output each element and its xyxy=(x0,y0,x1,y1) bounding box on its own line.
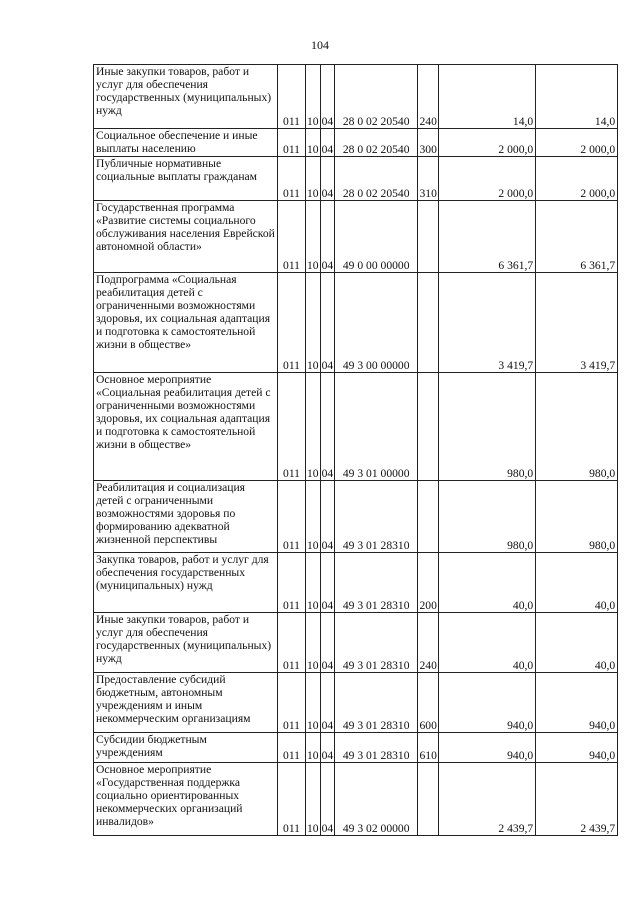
sum-year-2: 6 361,7 xyxy=(536,201,618,273)
ministry-code: 011 xyxy=(278,673,306,733)
subsection-code: 04 xyxy=(320,553,335,613)
table-row xyxy=(94,763,618,836)
table-row xyxy=(94,201,618,273)
target-article-code: 49 3 01 28310 xyxy=(335,553,418,613)
row-name: Государственная программа «Развитие системы социального обслуживания населения Еврейской автономной области» xyxy=(94,201,278,273)
row-name: Предоставление субсидий бюджетным, автономным учреждениям и иным некоммерческим организациям xyxy=(94,673,278,733)
sum-year-1: 40,0 xyxy=(439,553,536,613)
target-article-code: 28 0 02 20540 xyxy=(335,129,418,157)
target-article-code: 49 3 01 28310 xyxy=(335,673,418,733)
table-row xyxy=(94,673,618,733)
expense-type-code: 200 xyxy=(418,553,439,613)
expense-type-code: 240 xyxy=(418,613,439,673)
table-row xyxy=(94,373,618,481)
row-name: Публичные нормативные социальные выплаты гражданам xyxy=(94,157,278,201)
sum-year-2: 940,0 xyxy=(536,733,618,763)
sum-year-1: 980,0 xyxy=(439,481,536,553)
ministry-code: 011 xyxy=(278,553,306,613)
expense-type-code xyxy=(418,763,439,836)
sum-year-1: 980,0 xyxy=(439,373,536,481)
table-row xyxy=(94,613,618,673)
expense-type-code: 240 xyxy=(418,65,439,129)
target-article-code: 49 3 01 28310 xyxy=(335,481,418,553)
sum-year-2: 980,0 xyxy=(536,481,618,553)
table-row xyxy=(94,157,618,201)
expense-type-code: 610 xyxy=(418,733,439,763)
section-code: 10 xyxy=(306,373,321,481)
section-code: 10 xyxy=(306,673,321,733)
section-code: 10 xyxy=(306,763,321,836)
row-name: Социальное обеспечение и иные выплаты населению xyxy=(94,129,278,157)
subsection-code: 04 xyxy=(320,481,335,553)
sum-year-2: 40,0 xyxy=(536,613,618,673)
ministry-code: 011 xyxy=(278,129,306,157)
ministry-code: 011 xyxy=(278,763,306,836)
ministry-code: 011 xyxy=(278,65,306,129)
section-code: 10 xyxy=(306,273,321,373)
ministry-code: 011 xyxy=(278,157,306,201)
subsection-code: 04 xyxy=(320,157,335,201)
sum-year-2: 940,0 xyxy=(536,673,618,733)
section-code: 10 xyxy=(306,613,321,673)
ministry-code: 011 xyxy=(278,613,306,673)
sum-year-1: 6 361,7 xyxy=(439,201,536,273)
sum-year-2: 2 439,7 xyxy=(536,763,618,836)
target-article-code: 49 3 00 00000 xyxy=(335,273,418,373)
table-row xyxy=(94,733,618,763)
expense-type-code: 300 xyxy=(418,129,439,157)
table-row xyxy=(94,273,618,373)
target-article-code: 49 3 02 00000 xyxy=(335,763,418,836)
sum-year-1: 14,0 xyxy=(439,65,536,129)
sum-year-2: 14,0 xyxy=(536,65,618,129)
ministry-code: 011 xyxy=(278,373,306,481)
subsection-code: 04 xyxy=(320,613,335,673)
target-article-code: 49 0 00 00000 xyxy=(335,201,418,273)
subsection-code: 04 xyxy=(320,273,335,373)
table-row xyxy=(94,65,618,129)
sum-year-2: 980,0 xyxy=(536,373,618,481)
ministry-code: 011 xyxy=(278,481,306,553)
row-name: Иные закупки товаров, работ и услуг для обеспечения государственных (муниципальных) нужд xyxy=(94,65,278,129)
row-name: Субсидии бюджетным учреждениям xyxy=(94,733,278,763)
target-article-code: 49 3 01 28310 xyxy=(335,613,418,673)
sum-year-2: 2 000,0 xyxy=(536,157,618,201)
table-row xyxy=(94,553,618,613)
sum-year-1: 40,0 xyxy=(439,613,536,673)
sum-year-1: 2 000,0 xyxy=(439,157,536,201)
budget-table xyxy=(93,64,618,836)
section-code: 10 xyxy=(306,157,321,201)
section-code: 10 xyxy=(306,733,321,763)
target-article-code: 49 3 01 28310 xyxy=(335,733,418,763)
table-row xyxy=(94,481,618,553)
section-code: 10 xyxy=(306,65,321,129)
sum-year-1: 940,0 xyxy=(439,673,536,733)
expense-type-code: 310 xyxy=(418,157,439,201)
row-name: Закупка товаров, работ и услуг для обеспечения государственных (муниципальных) нужд xyxy=(94,553,278,613)
row-name: Иные закупки товаров, работ и услуг для обеспечения государственных (муниципальных) нужд xyxy=(94,613,278,673)
section-code: 10 xyxy=(306,553,321,613)
subsection-code: 04 xyxy=(320,129,335,157)
target-article-code: 28 0 02 20540 xyxy=(335,157,418,201)
subsection-code: 04 xyxy=(320,373,335,481)
sum-year-1: 2 000,0 xyxy=(439,129,536,157)
subsection-code: 04 xyxy=(320,763,335,836)
page-number: 104 xyxy=(311,38,329,52)
section-code: 10 xyxy=(306,129,321,157)
subsection-code: 04 xyxy=(320,201,335,273)
sum-year-1: 3 419,7 xyxy=(439,273,536,373)
sum-year-1: 940,0 xyxy=(439,733,536,763)
sum-year-1: 2 439,7 xyxy=(439,763,536,836)
subsection-code: 04 xyxy=(320,733,335,763)
row-name: Основное мероприятие «Государственная поддержка социально ориентированных некоммерческих организаций инвалидов» xyxy=(94,763,278,836)
ministry-code: 011 xyxy=(278,733,306,763)
row-name: Подпрограмма «Социальная реабилитация детей с ограниченными возможностями здоровья, их социальная адаптация и подготовка к самостоятельной жизни в обществе» xyxy=(94,273,278,373)
target-article-code: 49 3 01 00000 xyxy=(335,373,418,481)
expense-type-code xyxy=(418,273,439,373)
subsection-code: 04 xyxy=(320,673,335,733)
subsection-code: 04 xyxy=(320,65,335,129)
ministry-code: 011 xyxy=(278,273,306,373)
section-code: 10 xyxy=(306,201,321,273)
row-name: Реабилитация и социализация детей с ограниченными возможностями здоровья по формированию адекватной жизненной перспективы xyxy=(94,481,278,553)
target-article-code: 28 0 02 20540 xyxy=(335,65,418,129)
ministry-code: 011 xyxy=(278,201,306,273)
expense-type-code xyxy=(418,201,439,273)
row-name: Основное мероприятие «Социальная реабилитация детей с ограниченными возможностями здоровья, их социальная адаптация и подготовка к самостоятельной жизни в обществе» xyxy=(94,373,278,481)
table-row xyxy=(94,129,618,157)
sum-year-2: 40,0 xyxy=(536,553,618,613)
expense-type-code xyxy=(418,481,439,553)
section-code: 10 xyxy=(306,481,321,553)
sum-year-2: 2 000,0 xyxy=(536,129,618,157)
sum-year-2: 3 419,7 xyxy=(536,273,618,373)
expense-type-code xyxy=(418,373,439,481)
expense-type-code: 600 xyxy=(418,673,439,733)
